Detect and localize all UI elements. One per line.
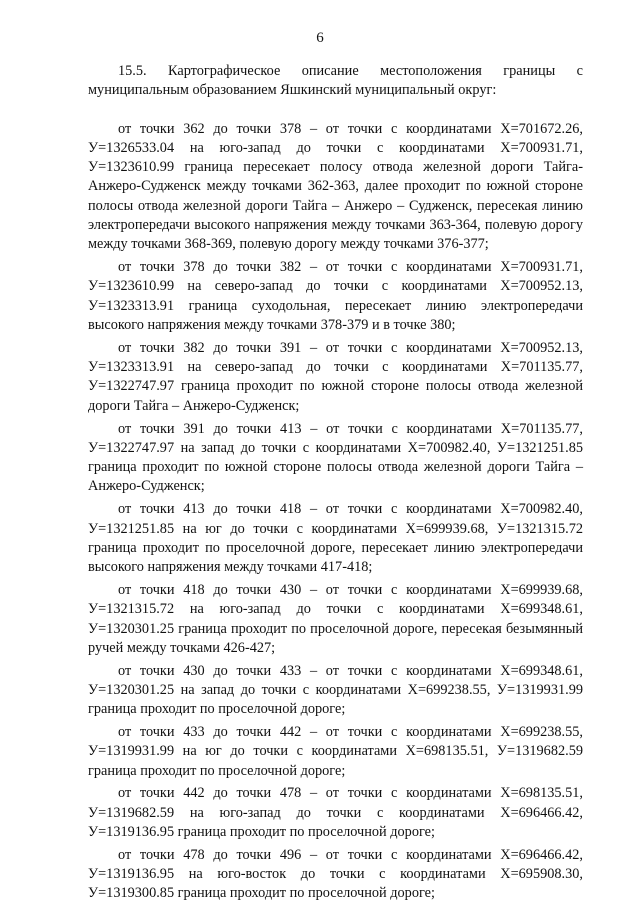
boundary-paragraph: от точки 433 до точки 442 – от точки с координатами Х=699238.55, У=1319931.99 на юг до точки с координатами Х=698135.51, У=1319682.59 граница проходит по проселочной дороге; <box>88 724 583 779</box>
boundary-paragraph: от точки 378 до точки 382 – от точки с координатами Х=700931.71, У=1323610.99 на северо-запад до точки с координатами Х=700952.13, У=1323313.91 граница суходольная, пересекает линию электропередачи высокого напряжения между точками 378-379 и в точке 380; <box>88 259 583 334</box>
boundary-paragraph: от точки 382 до точки 391 – от точки с координатами Х=700952.13, У=1323313.91 на северо-запад до точки с координатами Х=701135.77, У=1322747.97 граница проходит по южной стороне полосы отвода железной дороги Тайга – Анжеро-Судженск; <box>88 339 583 414</box>
boundary-paragraph: от точки 430 до точки 433 – от точки с координатами Х=699348.61, У=1320301.25 на запад до точки с координатами Х=699238.55, У=1319931.99 граница проходит по проселочной дороге; <box>88 662 583 718</box>
section-heading: 15.5. Картографическое описание местоположения границы с муниципальным образованием Яшкинский муниципальный округ: <box>88 63 583 99</box>
boundary-paragraph: от точки 391 до точки 413 – от точки с координатами Х=701135.77, У=1322747.97 на запад до точки с координатами Х=700982.40, У=1321251.85 граница проходит по южной стороне полосы отвода железной дороги Тайга – Анжеро-Судженск; <box>88 420 583 495</box>
boundary-paragraph: от точки 478 до точки 496 – от точки с координатами Х=696466.42, У=1319136.95 на юго-восток до точки с координатами Х=695908.30, У=1319300.85 граница проходит по проселочной дороге; <box>88 846 583 902</box>
boundary-paragraph: от точки 362 до точки 378 – от точки с координатами Х=701672.26, У=1326533.04 на юго-запад до точки с координатами Х=700931.71, У=1323610.99 граница пересекает полосу отвода железной дороги Тайга-Анжеро-Судженск между точками 362-363, далее проходит по южной стороне полосы отвода железной дороги Тайга – Анжеро – Судженск, пересекая линию электропередачи высокого напряжения между точками 363-364, полевую дорогу между точками 368-369, полевую дорогу между точками 376-377; <box>88 120 583 253</box>
boundary-paragraph: от точки 442 до точки 478 – от точки с координатами Х=698135.51, У=1319682.59 на юго-запад до точки с координатами Х=696466.42, У=1319136.95 граница проходит по проселочной дороге; <box>88 785 583 840</box>
boundary-paragraph: от точки 413 до точки 418 – от точки с координатами Х=700982.40, У=1321251.85 на юг до точки с координатами Х=699939.68, У=1321315.72 граница проходит по проселочной дороге, пересекает линию электропередачи высокого напряжения между точками 417-418; <box>88 501 583 576</box>
page-number: 6 <box>316 30 324 46</box>
document-body <box>88 62 583 907</box>
boundary-paragraph: от точки 418 до точки 430 – от точки с координатами Х=699939.68, У=1321315.72 на юго-запад до точки с координатами Х=699348.61, У=1320301.25 граница проходит по проселочной дороге, пересекая безымянный ручей между точками 426-427; <box>88 581 583 656</box>
